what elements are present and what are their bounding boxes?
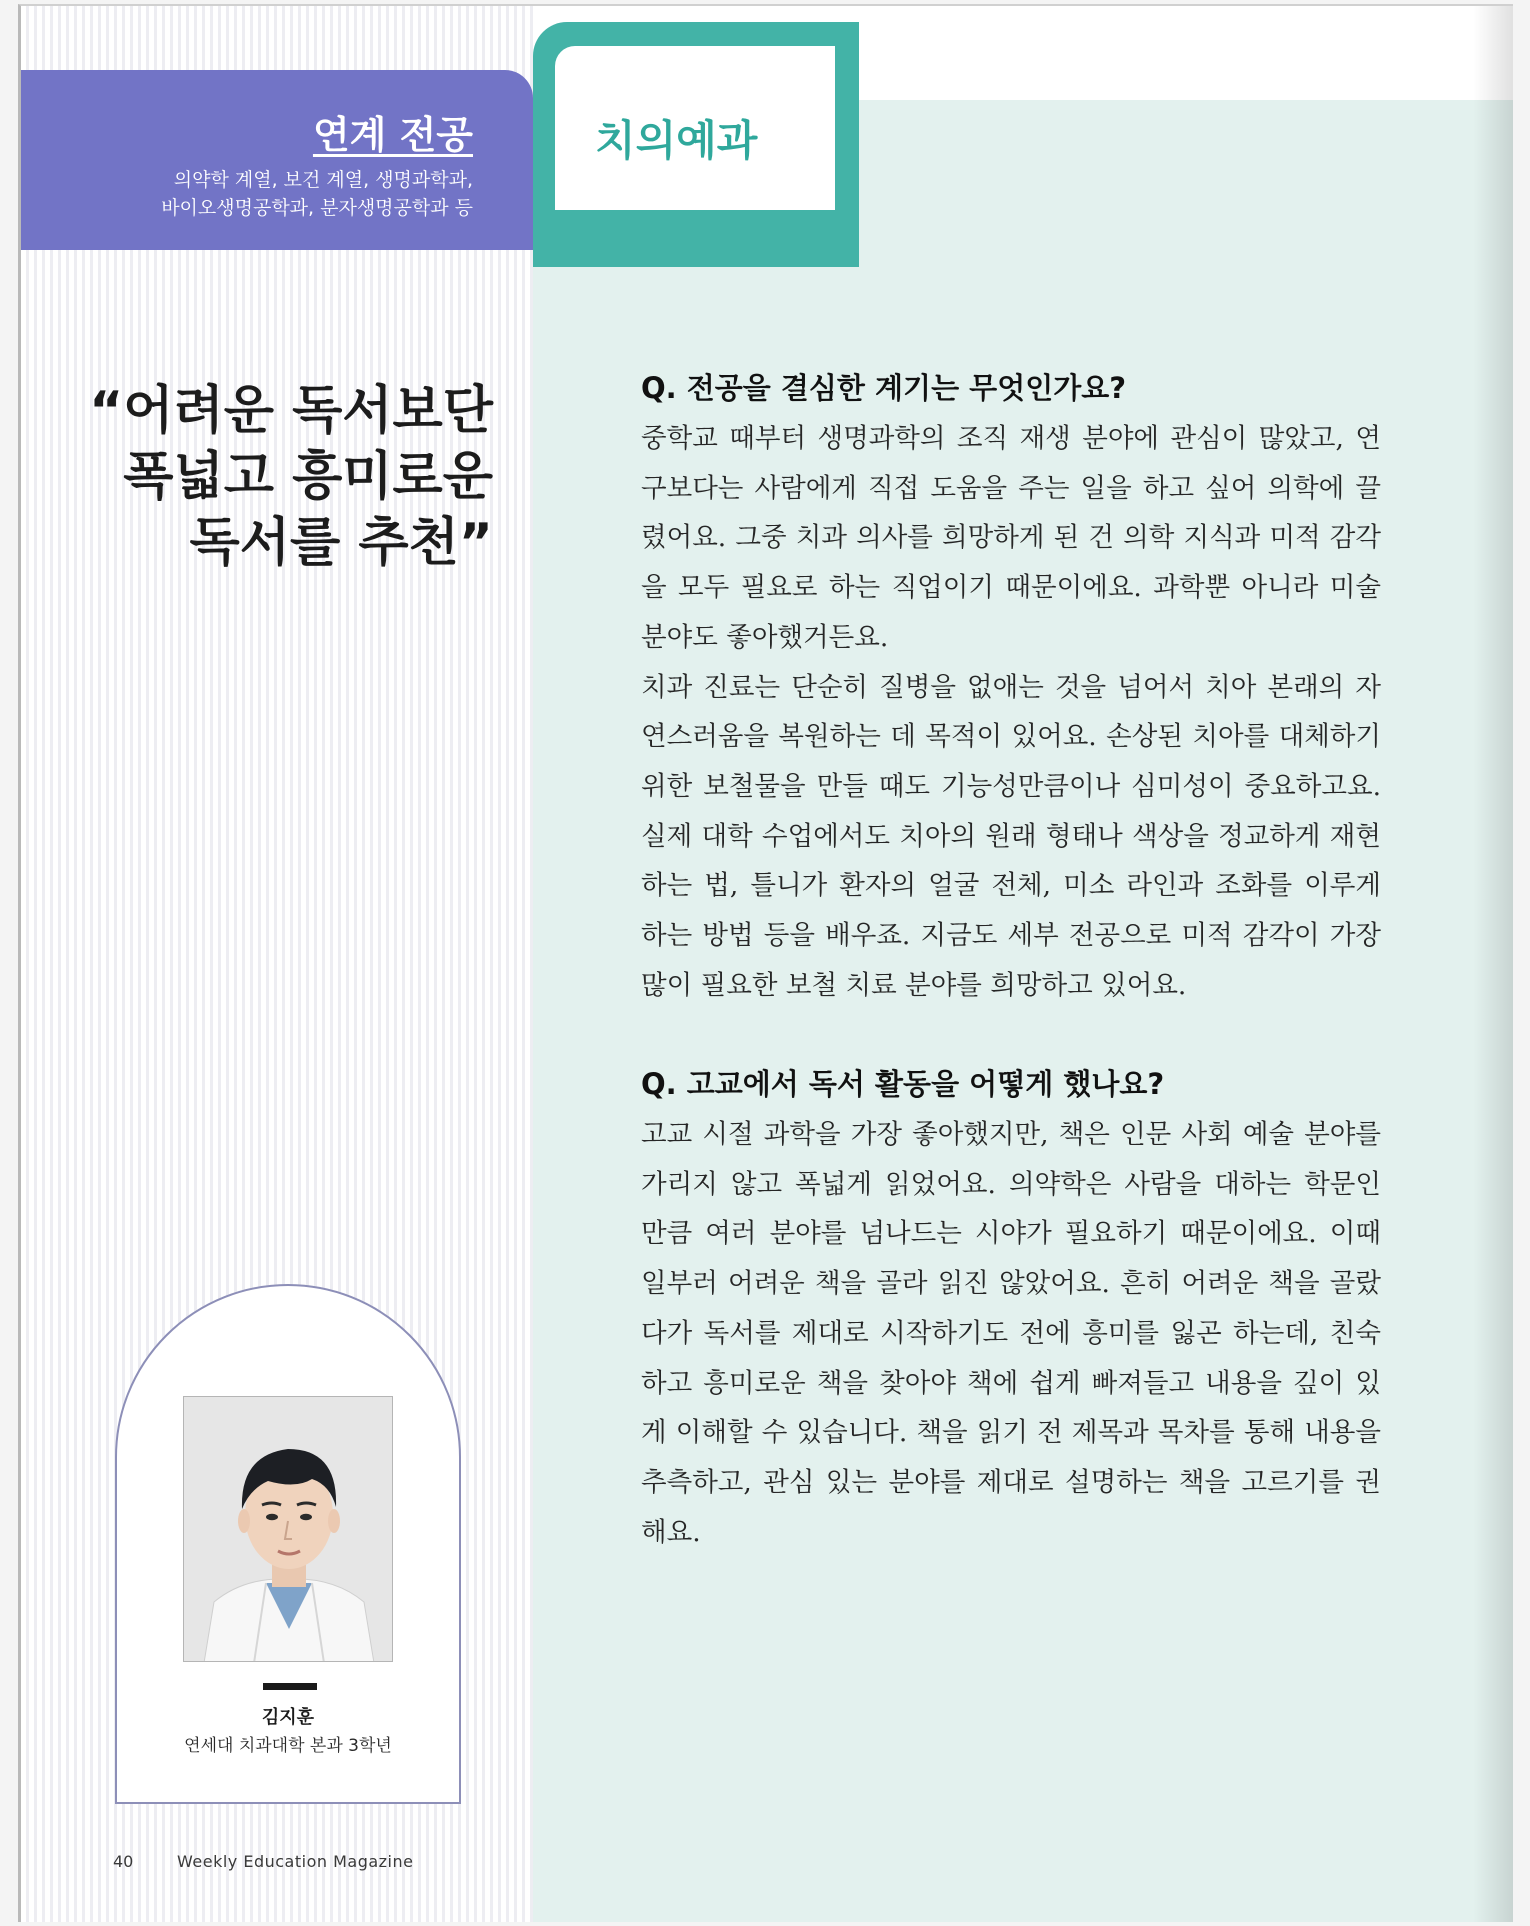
related-major-title: 연계 전공 bbox=[312, 113, 473, 157]
qa-block-1 bbox=[641, 368, 1381, 1010]
portrait-photo bbox=[183, 1396, 393, 1662]
magazine-name: Weekly Education Magazine bbox=[177, 1852, 414, 1871]
name-divider bbox=[263, 1683, 317, 1690]
department-title: 치의예과 bbox=[595, 116, 758, 165]
pull-quote-line: 독서를 추천” bbox=[189, 513, 493, 573]
related-major-line: 의약학 계열, 보건 계열, 생명과학과, bbox=[173, 169, 473, 191]
related-major-line: 바이오생명공학과, 분자생명공학과 등 bbox=[161, 197, 473, 219]
question-heading: Q. 전공을 결심한 계기는 무엇인가요? bbox=[641, 371, 1127, 405]
page-edge-shadow bbox=[1473, 6, 1513, 1922]
person-affiliation: 연세대 치과대학 본과 3학년 bbox=[184, 1736, 392, 1756]
question-heading: Q. 고교에서 독서 활동을 어떻게 했나요? bbox=[641, 1067, 1165, 1101]
pull-quote bbox=[89, 378, 493, 576]
page-sheet bbox=[18, 4, 1513, 1922]
left-column bbox=[21, 6, 533, 1922]
related-major-list bbox=[161, 166, 473, 222]
department-tab bbox=[533, 22, 859, 267]
pull-quote-line: “어려운 독서보단 bbox=[89, 381, 493, 441]
answer-paragraph: 중학교 때부터 생명과학의 조직 재생 분야에 관심이 많았고, 연구보다는 사람에게 직접 도움을 주는 일을 하고 싶어 의학에 끌렸어요. 그중 치과 의사를 희망하게 된 건 의학 지식과 미적 감각을 모두 필요로 하는 직업이기 때문이에요. 과학뿐 아니라 미술 분야도 좋아했거든요. bbox=[641, 423, 1381, 653]
person-name: 김지훈 bbox=[261, 1707, 315, 1728]
portrait-illustration bbox=[184, 1397, 393, 1662]
pull-quote-line: 폭넓고 흥미로운 bbox=[123, 447, 493, 507]
department-tab-inner bbox=[555, 46, 835, 210]
answer-paragraph: 고교 시절 과학을 가장 좋아했지만, 책은 인문 사회 예술 분야를 가리지 않고 폭넓게 읽었어요. 의약학은 사람을 대하는 학문인 만큼 여러 분야를 넘나드는 시야가 필요하기 때문이에요. 이때 일부러 어려운 책을 골라 읽진 않았어요. 흔히 어려운 책을 골랐다가 독서를 제대로 시작하기도 전에 흥미를 잃곤 하는데, 친숙하고 흥미로운 책을 찾아야 책에 쉽게 빠져들고 내용을 깊이 있게 이해할 수 있습니다. 책을 읽기 전 제목과 목차를 통해 내용을 추측하고, 관심 있는 분야를 제대로 설명하는 책을 고르기를 권해요. bbox=[641, 1119, 1381, 1548]
answer-paragraph: 치과 진료는 단순히 질병을 없애는 것을 넘어서 치아 본래의 자연스러움을 복원하는 데 목적이 있어요. 손상된 치아를 대체하기 위한 보철물을 만들 때도 기능성만큼이나 심미성이 중요하고요. 실제 대학 수업에서도 치아의 원래 형태나 색상을 정교하게 재현하는 법, 틀니가 환자의 얼굴 전체, 미소 라인과 조화를 이루게 하는 방법 등을 배우죠. 지금도 세부 전공으로 미적 감각이 가장 많이 필요한 보철 치료 분야를 희망하고 있어요. bbox=[641, 671, 1381, 1001]
page-number: 40 bbox=[113, 1852, 134, 1871]
qa-block-2 bbox=[641, 1064, 1381, 1557]
related-major-band bbox=[21, 70, 533, 250]
profile-card bbox=[115, 1284, 461, 1804]
